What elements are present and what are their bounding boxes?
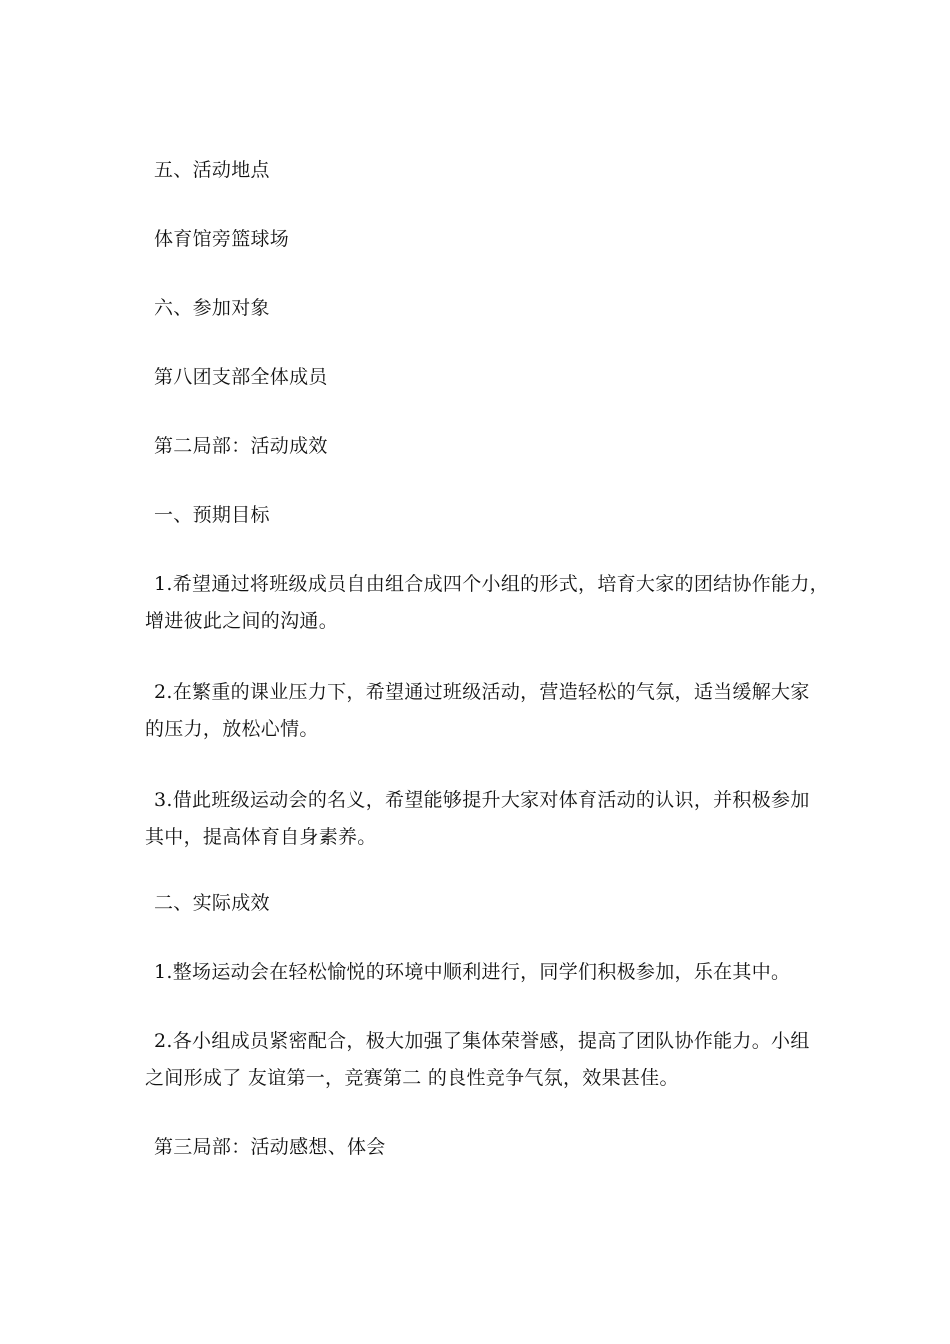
result-1-line-1: 1.整场运动会在轻松愉悦的环境中顺利进行，同学们积极参加，乐在其中。 [154, 961, 791, 983]
heading-actual-results: 二、实际成效 [154, 892, 270, 914]
heading-location: 五、活动地点 [154, 159, 270, 181]
goal-2-line-2: 的压力，放松心情。 [145, 718, 319, 740]
goal-1-line-1: 1.希望通过将班级成员自由组合成四个小组的形式，培育大家的团结协作能力， [154, 573, 829, 595]
goal-1-line-2: 增进彼此之间的沟通。 [145, 610, 339, 632]
heading-expected-goals: 一、预期目标 [154, 504, 270, 526]
paragraph-location: 体育馆旁篮球场 [154, 228, 290, 250]
heading-participants: 六、参加对象 [154, 297, 270, 319]
goal-3-line-2: 其中，提高体育自身素养。 [145, 826, 377, 848]
goal-2-line-1: 2.在繁重的课业压力下，希望通过班级活动，营造轻松的气氛，适当缓解大家 [154, 681, 810, 703]
result-2-line-2: 之间形成了 友谊第一，竞赛第二 的良性竞争气氛，效果甚佳。 [145, 1067, 679, 1089]
section-heading-reflections: 第三局部：活动感想、体会 [154, 1136, 386, 1158]
result-2-line-1: 2.各小组成员紧密配合，极大加强了集体荣誉感，提高了团队协作能力。小组 [154, 1030, 810, 1052]
goal-3-line-1: 3.借此班级运动会的名义，希望能够提升大家对体育活动的认识，并积极参加 [154, 789, 810, 811]
paragraph-participants: 第八团支部全体成员 [154, 366, 328, 388]
section-heading-results: 第二局部：活动成效 [154, 435, 328, 457]
